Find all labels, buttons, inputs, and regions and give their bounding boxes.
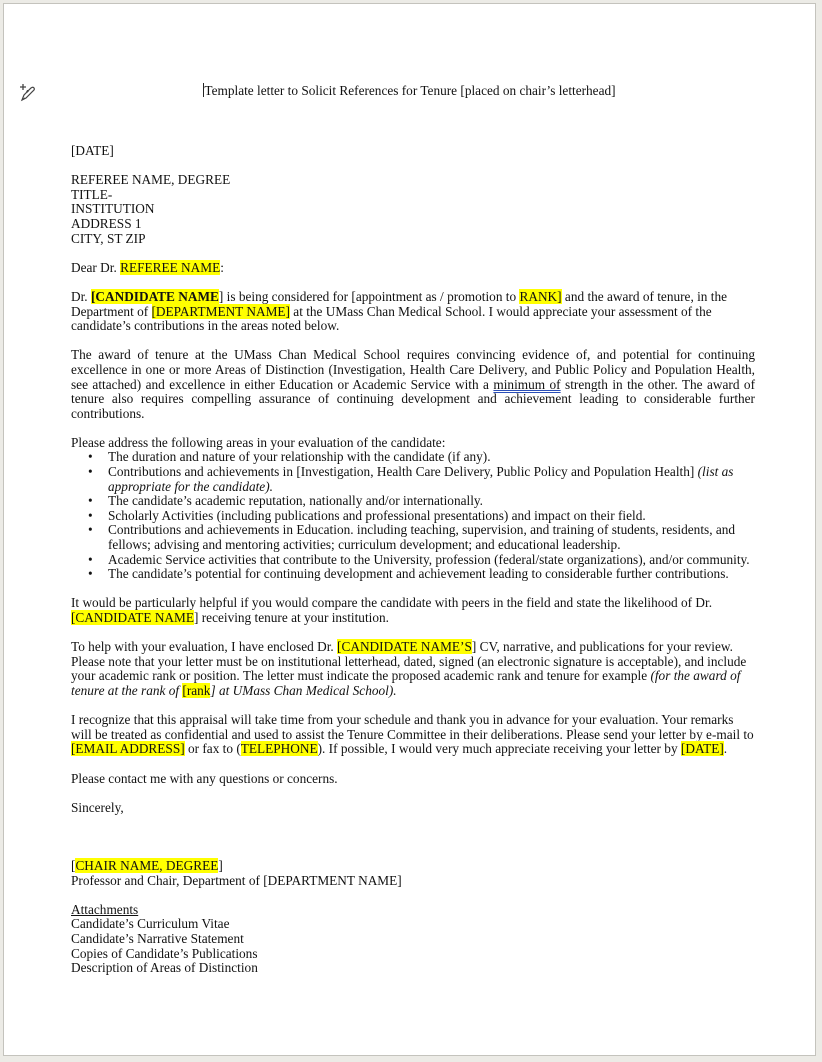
bullet-icon: • (88, 449, 93, 465)
highlighted-referee-name: REFEREE NAME (120, 259, 221, 275)
highlighted-department-name: [DEPARTMENT NAME] (151, 303, 290, 319)
attachments-list (71, 917, 755, 975)
text-run: Dr. (71, 288, 91, 304)
address-line: REFEREE NAME, DEGREE (71, 172, 231, 188)
paragraph-tenure-requirements (71, 348, 755, 421)
highlighted-email-address: [EMAIL ADDRESS] (71, 741, 185, 757)
bullet-icon: • (88, 551, 93, 567)
salutation-prefix: Dear Dr. (71, 259, 121, 275)
highlighted-rank: [rank (182, 682, 211, 698)
bullet-icon: • (88, 566, 93, 582)
document-title[interactable] (4, 83, 815, 99)
text-run: and the award of tenure, in the Department of (71, 288, 727, 319)
salutation-suffix: : (220, 259, 224, 275)
paragraph-introduction (71, 290, 755, 334)
list-item (71, 523, 755, 552)
highlighted-rank: RANK] (519, 288, 562, 304)
date-line: [DATE] (71, 143, 114, 158)
document-page[interactable] (3, 3, 816, 1056)
address-block (71, 173, 755, 246)
text-run: ] receiving tenure at your institution. (193, 610, 389, 625)
bullet-icon: • (88, 522, 93, 538)
text-run: (for the award of tenure at the rank of (71, 668, 741, 698)
text-run: . (723, 741, 728, 757)
text-run: [ (71, 858, 76, 874)
attachment-item: Copies of Candidate’s Publications (71, 945, 258, 961)
text-run: I recognize that this appraisal will take time from your schedule and thank you in advance for your evaluation. Your remarks will be treated as confidential and used to assist the Tenure Committee in their deliberations. Please send your letter by e-mail to (71, 712, 754, 742)
list-item-text: Contributions and achievements in Education. including teaching, supervision, and training of students, residents, and fellows; advising and mentoring activities; curriculum development; and educational leadership. (108, 522, 736, 553)
list-item (71, 465, 755, 494)
list-item-text: The duration and nature of your relationship with the candidate (if any). (108, 449, 491, 465)
address-line: TITLE- (71, 186, 113, 202)
proofing-flagged-text[interactable]: minimum of (493, 376, 561, 392)
address-line: CITY, ST ZIP (71, 230, 146, 246)
contact-line: Please contact me with any questions or concerns. (71, 770, 338, 786)
highlighted-chair-name: CHAIR NAME, DEGREE (75, 858, 219, 874)
text-run: ] is being considered for [appointment as / promotion to (218, 288, 520, 304)
closing: Sincerely, (71, 799, 124, 815)
paragraph-peer-comparison (71, 596, 755, 625)
text-run: or fax to ( (184, 741, 241, 757)
attachment-item: Candidate’s Curriculum Vitae (71, 916, 230, 932)
document-title-text: Template letter to Solicit References for Tenure [placed on chair’s letterhead] (204, 83, 616, 98)
text-run: at the UMass Chan Medical School. I would appreciate your assessment of the candidate’s contributions in the areas noted below. (71, 303, 712, 334)
text-run: strength in the other. The award of tenure also requires compelling assurance of continuing development and achievement leading to considerable further contributions. (71, 376, 755, 421)
highlighted-candidate-name: [CANDIDATE NAME’S (337, 639, 472, 655)
text-run: ] (218, 858, 223, 874)
salutation (71, 261, 755, 276)
highlighted-date: [DATE] (680, 741, 724, 757)
list-item (71, 509, 755, 524)
list-item (71, 450, 755, 465)
list-item-text: Scholarly Activities (including publications and professional presentations) and impact on their field. (108, 507, 646, 523)
signature-title: Professor and Chair, Department of [DEPARTMENT NAME] (71, 872, 402, 888)
highlighted-telephone: TELEPHONE (240, 741, 318, 757)
bullet-icon: • (88, 464, 93, 480)
address-line: ADDRESS 1 (71, 215, 142, 231)
paragraph-enclosures (71, 640, 755, 698)
areas-intro: Please address the following areas in your evaluation of the candidate: (71, 434, 446, 450)
list-item-text: The candidate’s academic reputation, nationally and/or internationally. (108, 493, 484, 509)
letter-body[interactable] (71, 144, 755, 976)
list-item (71, 567, 755, 582)
evaluation-areas-list (71, 450, 755, 581)
text-run: It would be particularly helpful if you would compare the candidate with peers in the field and state the likelihood of Dr. (71, 595, 713, 611)
text-run: ). If possible, I would very much appreciate receiving your letter by (317, 741, 681, 757)
list-item (71, 553, 755, 568)
attachments-heading: Attachments (71, 901, 139, 917)
list-item-note: (list as appropriate for the candidate). (108, 464, 734, 494)
text-run: ] at UMass Chan Medical School). (210, 682, 397, 698)
list-item-text: Academic Service activities that contribute to the University, profession (federal/state organizations), and/or community. (108, 551, 750, 567)
highlighted-candidate-name: [CANDIDATE NAME (90, 288, 219, 304)
list-item-text: Contributions and achievements in [Investigation, Health Care Delivery, Public Policy and Population Health] (108, 464, 698, 480)
list-item (71, 494, 755, 509)
attachment-item: Description of Areas of Distinction (71, 960, 258, 976)
bullet-icon: • (88, 507, 93, 523)
bullet-icon: • (88, 493, 93, 509)
text-run: To help with your evaluation, I have enclosed Dr. (71, 639, 338, 655)
text-run: ] CV, narrative, and publications for your review. Please note that your letter must be on institutional letterhead, dated, signed (an electronic signature is acceptable), and include your academic rank or position. The letter must indicate the proposed academic rank and tenure for example (71, 639, 747, 684)
address-line: INSTITUTION (71, 201, 155, 217)
signature-name-line (71, 859, 755, 874)
attachment-item: Candidate’s Narrative Statement (71, 931, 244, 947)
text-run: The award of tenure at the UMass Chan Medical School requires convincing evidence of, and potential for continuing excellence in one or more Areas of Distinction (Investigation, Health Care Delivery, and Public Policy and Population Health, see attached) and excellence in either Education or Academic Service with a (71, 347, 755, 392)
highlighted-candidate-name: [CANDIDATE NAME (71, 610, 194, 625)
list-item-text: The candidate’s potential for continuing development and achievement leading to considerable further contributions. (108, 566, 729, 582)
paragraph-submission (71, 713, 755, 757)
